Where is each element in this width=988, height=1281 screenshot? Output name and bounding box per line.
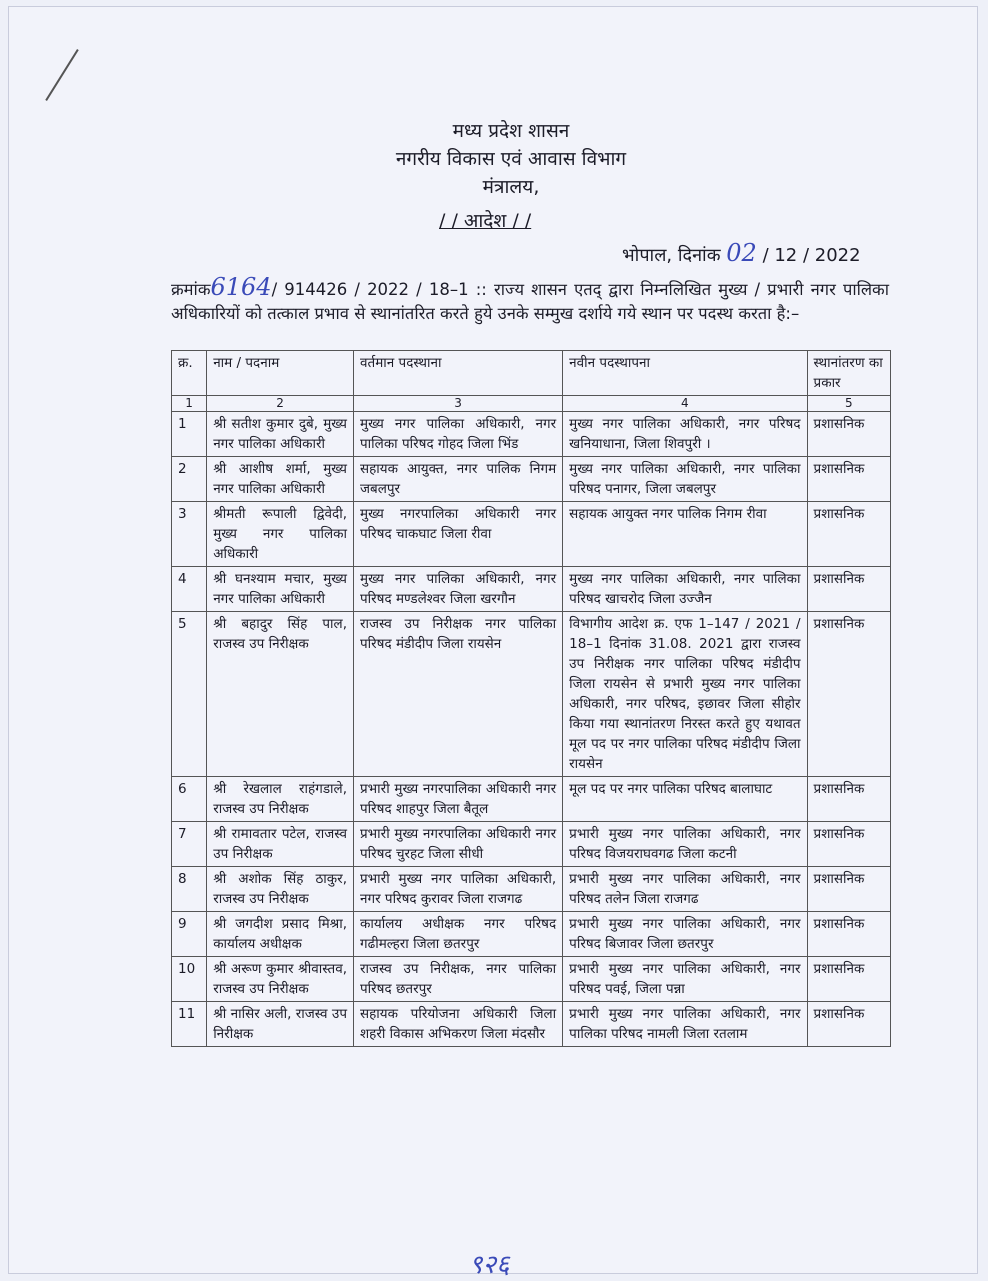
header-department: नगरीय विकास एवं आवास विभाग bbox=[395, 148, 627, 170]
pen-mark bbox=[45, 49, 78, 101]
cell-type: प्रशासनिक bbox=[807, 777, 890, 822]
header-sn: क्र. bbox=[172, 351, 207, 396]
cell-new: प्रभारी मुख्य नगर पालिका अधिकारी, नगर परिषद पवई, जिला पन्ना bbox=[563, 957, 807, 1002]
order-title: / / आदेश / / bbox=[439, 210, 532, 232]
cell-sn: 9 bbox=[172, 912, 207, 957]
cell-current: प्रभारी मुख्य नगर पालिका अधिकारी, नगर परिषद कुरावर जिला राजगढ bbox=[354, 867, 563, 912]
cell-new: मुख्य नगर पालिका अधिकारी, नगर पालिका परिषद खाचरोद जिला उज्जैन bbox=[563, 567, 807, 612]
cell-sn: 2 bbox=[172, 457, 207, 502]
handwritten-page-number: ९२६ bbox=[469, 1250, 510, 1280]
document-page bbox=[8, 6, 978, 1280]
cell-type: प्रशासनिक bbox=[807, 502, 890, 567]
col-number: 4 bbox=[563, 396, 807, 412]
cell-current: प्रभारी मुख्य नगरपालिका अधिकारी नगर परिषद शाहपुर जिला बैतूल bbox=[354, 777, 563, 822]
cell-type: प्रशासनिक bbox=[807, 912, 890, 957]
table-row bbox=[172, 867, 891, 912]
cell-name: श्री अरूण कुमार श्रीवास्तव, राजस्व उप निरीक्षक bbox=[207, 957, 354, 1002]
cell-current: राजस्व उप निरीक्षक, नगर पालिका परिषद छतरपुर bbox=[354, 957, 563, 1002]
cell-new: मुख्य नगर पालिका अधिकारी, नगर परिषद खनियाधाना, जिला शिवपुरी । bbox=[563, 412, 807, 457]
cell-sn: 5 bbox=[172, 612, 207, 777]
col-number: 1 bbox=[172, 396, 207, 412]
transfer-table bbox=[171, 350, 891, 1047]
date-day-handwritten: 02 bbox=[726, 239, 757, 267]
table-row bbox=[172, 412, 891, 457]
table-header-row bbox=[172, 351, 891, 396]
cell-name: श्री घनश्याम मचार, मुख्य नगर पालिका अधिकारी bbox=[207, 567, 354, 612]
table-row bbox=[172, 457, 891, 502]
table-row bbox=[172, 912, 891, 957]
cell-current: मुख्य नगर पालिका अधिकारी, नगर परिषद मण्डलेश्वर जिला खरगौन bbox=[354, 567, 563, 612]
table-row bbox=[172, 822, 891, 867]
cell-name: श्री रेखलाल राहंगडाले, राजस्व उप निरीक्षक bbox=[207, 777, 354, 822]
table-row bbox=[172, 957, 891, 1002]
header-name: नाम / पदनाम bbox=[207, 351, 354, 396]
cell-name: श्री आशीष शर्मा, मुख्य नगर पालिका अधिकारी bbox=[207, 457, 354, 502]
col-number: 2 bbox=[207, 396, 354, 412]
cell-name: श्रीमती रूपाली द्विवेदी, मुख्य नगर पालिका अधिकारी bbox=[207, 502, 354, 567]
header-ministry: मंत्रालय, bbox=[482, 176, 540, 198]
cell-current: प्रभारी मुख्य नगरपालिका अधिकारी नगर परिषद चुरहट जिला सीधी bbox=[354, 822, 563, 867]
table-row bbox=[172, 502, 891, 567]
cell-new: मुख्य नगर पालिका अधिकारी, नगर पालिका परिषद पनागर, जिला जबलपुर bbox=[563, 457, 807, 502]
cell-new: प्रभारी मुख्य नगर पालिका अधिकारी, नगर परिषद तलेन जिला राजगढ bbox=[563, 867, 807, 912]
place-date bbox=[622, 239, 861, 267]
cell-name: श्री जगदीश प्रसाद मिश्रा, कार्यालय अधीक्षक bbox=[207, 912, 354, 957]
cell-new: प्रभारी मुख्य नगर पालिका अधिकारी, नगर पालिका परिषद नामली जिला रतलाम bbox=[563, 1002, 807, 1047]
table-row bbox=[172, 777, 891, 822]
cell-sn: 10 bbox=[172, 957, 207, 1002]
cell-type: प्रशासनिक bbox=[807, 412, 890, 457]
intro-text: / 914426 / 2022 / 18–1 :: राज्य शासन एतद् द्वारा निम्नलिखित मुख्य / प्रभारी नगर पालिका अधिकारियों को तत्काल प्रभाव से स्थानांतरित करते हुये उनके सम्मुख दर्शाये गये स्थान पर पदस्थ करता है:– bbox=[171, 280, 889, 323]
cell-name: श्री बहादुर सिंह पाल, राजस्व उप निरीक्षक bbox=[207, 612, 354, 777]
cell-name: श्री अशोक सिंह ठाकुर, राजस्व उप निरीक्षक bbox=[207, 867, 354, 912]
cell-sn: 8 bbox=[172, 867, 207, 912]
cell-current: राजस्व उप निरीक्षक नगर पालिका परिषद मंडीदीप जिला रायसेन bbox=[354, 612, 563, 777]
table-row bbox=[172, 1002, 891, 1047]
cell-type: प्रशासनिक bbox=[807, 957, 890, 1002]
cell-current: मुख्य नगरपालिका अधिकारी नगर परिषद चाकघाट जिला रीवा bbox=[354, 502, 563, 567]
cell-sn: 6 bbox=[172, 777, 207, 822]
cell-type: प्रशासनिक bbox=[807, 612, 890, 777]
header-new-posting: नवीन पदस्थापना bbox=[563, 351, 807, 396]
cell-sn: 11 bbox=[172, 1002, 207, 1047]
table-row bbox=[172, 612, 891, 777]
cell-current: मुख्य नगर पालिका अधिकारी, नगर पालिका परिषद गोहद जिला भिंड bbox=[354, 412, 563, 457]
order-intro bbox=[171, 275, 889, 326]
cell-new: प्रभारी मुख्य नगर पालिका अधिकारी, नगर परिषद विजयराघवगढ जिला कटनी bbox=[563, 822, 807, 867]
table-row bbox=[172, 567, 891, 612]
cell-new: सहायक आयुक्त नगर पालिक निगम रीवा bbox=[563, 502, 807, 567]
place-date-prefix: भोपाल, दिनांक bbox=[622, 245, 721, 266]
cell-new: विभागीय आदेश क्र. एफ 1–147 / 2021 / 18–1 दिनांक 31.08. 2021 द्वारा राजस्व उप निरीक्षक नगर पालिका परिषद मंडीदीप जिला रायसेन से प्रभारी मुख्य नगर पालिका अधिकारी, नगर परिषद, इछावर जिला सीहोर किया गया स्थानांतरण निरस्त करते हुए यथावत मूल पद पर नगर पालिका परिषद मंडीदीप जिला रायसेन bbox=[563, 612, 807, 777]
place-date-rest: / 12 / 2022 bbox=[762, 245, 861, 266]
cell-sn: 7 bbox=[172, 822, 207, 867]
header-government: मध्य प्रदेश शासन bbox=[452, 120, 570, 142]
col-number: 3 bbox=[354, 396, 563, 412]
cell-name: श्री नासिर अली, राजस्व उप निरीक्षक bbox=[207, 1002, 354, 1047]
cell-name: श्री सतीश कुमार दुबे, मुख्य नगर पालिका अधिकारी bbox=[207, 412, 354, 457]
header-current-posting: वर्तमान पदस्थाना bbox=[354, 351, 563, 396]
header-transfer-type: स्थानांतरण का प्रकार bbox=[807, 351, 890, 396]
cell-type: प्रशासनिक bbox=[807, 822, 890, 867]
cell-type: प्रशासनिक bbox=[807, 567, 890, 612]
cell-current: सहायक आयुक्त, नगर पालिक निगम जबलपुर bbox=[354, 457, 563, 502]
cell-current: कार्यालय अधीक्षक नगर परिषद गढीमल्हरा जिला छतरपुर bbox=[354, 912, 563, 957]
cell-sn: 1 bbox=[172, 412, 207, 457]
cell-sn: 3 bbox=[172, 502, 207, 567]
col-number: 5 bbox=[807, 396, 890, 412]
column-number-row bbox=[172, 396, 891, 412]
cell-type: प्रशासनिक bbox=[807, 867, 890, 912]
cell-new: प्रभारी मुख्य नगर पालिका अधिकारी, नगर परिषद बिजावर जिला छतरपुर bbox=[563, 912, 807, 957]
intro-prefix: क्रमांक bbox=[171, 280, 211, 299]
cell-type: प्रशासनिक bbox=[807, 1002, 890, 1047]
cell-name: श्री रामावतार पटेल, राजस्व उप निरीक्षक bbox=[207, 822, 354, 867]
cell-new: मूल पद पर नगर पालिका परिषद बालाघाट bbox=[563, 777, 807, 822]
cell-sn: 4 bbox=[172, 567, 207, 612]
order-number-handwritten: 6164 bbox=[210, 273, 272, 301]
cell-type: प्रशासनिक bbox=[807, 457, 890, 502]
cell-current: सहायक परियोजना अधिकारी जिला शहरी विकास अभिकरण जिला मंदसौर bbox=[354, 1002, 563, 1047]
